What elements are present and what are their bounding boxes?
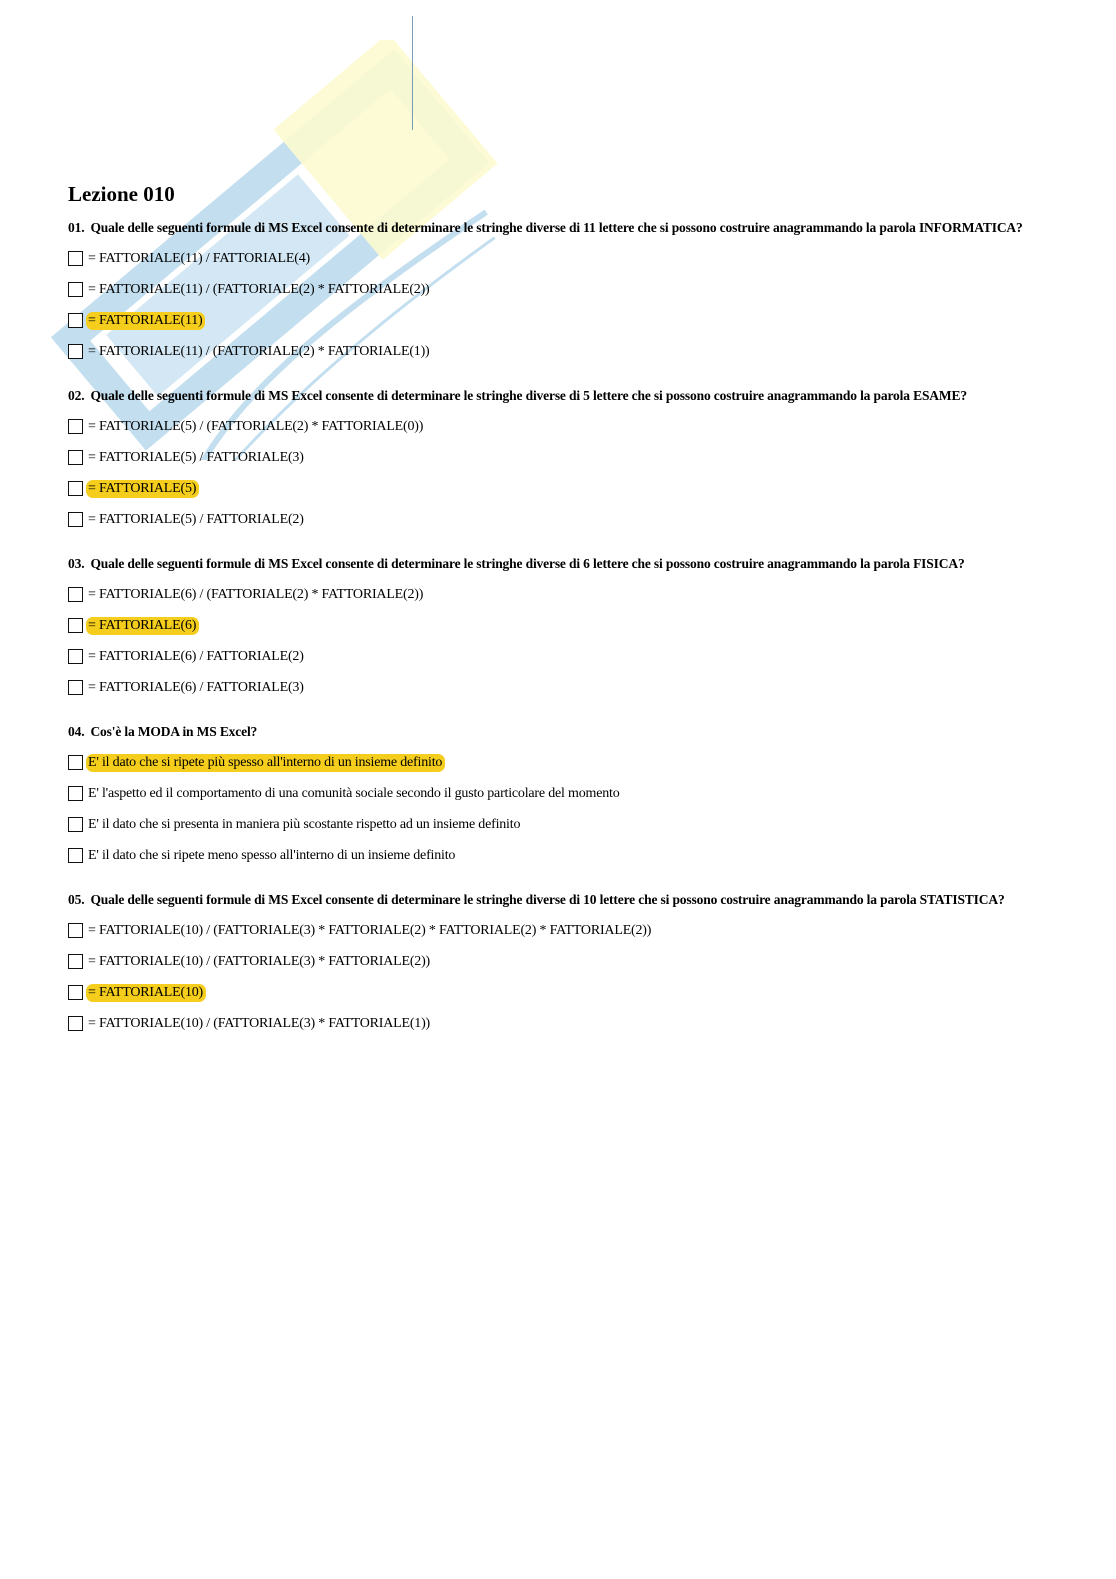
answer-label: = FATTORIALE(5) / FATTORIALE(3): [88, 449, 304, 465]
question-prompt: Cos'è la MODA in MS Excel?: [90, 724, 258, 739]
answer-option[interactable]: [68, 915, 1043, 946]
checkbox[interactable]: [68, 1016, 83, 1031]
question-text: [68, 388, 1043, 403]
top-divider-line: [412, 16, 413, 130]
question-number: 01.: [68, 220, 85, 235]
answer-option[interactable]: [68, 243, 1043, 274]
checkbox[interactable]: [68, 985, 83, 1000]
checkbox[interactable]: [68, 512, 83, 527]
answer-option[interactable]: [68, 778, 1043, 809]
answer-label-highlighted: = FATTORIALE(6): [86, 617, 199, 635]
question-prompt: Quale delle seguenti formule di MS Excel consente di determinare le stringhe diverse di 5 lettere che si possono costruire anagrammando la parola ESAME?: [90, 388, 967, 403]
question-prompt: Quale delle seguenti formule di MS Excel consente di determinare le stringhe diverse di 6 lettere che si possono costruire anagrammando la parola FISICA?: [90, 556, 965, 571]
question-text: [68, 220, 1043, 235]
answer-option-highlighted[interactable]: [68, 473, 1043, 504]
question-02: [68, 388, 1043, 535]
answer-option[interactable]: [68, 809, 1043, 840]
answer-option[interactable]: [68, 411, 1043, 442]
checkbox[interactable]: [68, 848, 83, 863]
answer-label-highlighted: E' il dato che si ripete più spesso all'interno di un insieme definito: [86, 754, 445, 772]
answer-label: = FATTORIALE(11) / FATTORIALE(4): [88, 250, 310, 266]
checkbox[interactable]: [68, 954, 83, 969]
answer-option[interactable]: [68, 442, 1043, 473]
checkbox[interactable]: [68, 923, 83, 938]
checkbox[interactable]: [68, 618, 83, 633]
answer-option-highlighted[interactable]: [68, 977, 1043, 1008]
answer-option-highlighted[interactable]: [68, 747, 1043, 778]
question-prompt: Quale delle seguenti formule di MS Excel consente di determinare le stringhe diverse di 10 lettere che si possono costruire anagrammando la parola STATISTICA?: [90, 892, 1005, 907]
answer-option[interactable]: [68, 274, 1043, 305]
checkbox[interactable]: [68, 817, 83, 832]
answer-option[interactable]: [68, 641, 1043, 672]
answer-option[interactable]: [68, 840, 1043, 871]
answer-label: = FATTORIALE(6) / (FATTORIALE(2) * FATTORIALE(2)): [88, 586, 424, 602]
answer-option-highlighted[interactable]: [68, 305, 1043, 336]
answer-label: = FATTORIALE(11) / (FATTORIALE(2) * FATTORIALE(1)): [88, 343, 430, 359]
checkbox[interactable]: [68, 786, 83, 801]
answer-option[interactable]: [68, 579, 1043, 610]
answer-label: = FATTORIALE(11) / (FATTORIALE(2) * FATTORIALE(2)): [88, 281, 430, 297]
question-number: 03.: [68, 556, 85, 571]
question-text: [68, 556, 1043, 571]
answer-label: = FATTORIALE(5) / (FATTORIALE(2) * FATTORIALE(0)): [88, 418, 424, 434]
checkbox[interactable]: [68, 419, 83, 434]
question-03: [68, 556, 1043, 703]
checkbox[interactable]: [68, 344, 83, 359]
answer-label: = FATTORIALE(10) / (FATTORIALE(3) * FATTORIALE(2) * FATTORIALE(2) * FATTORIALE(2)): [88, 922, 652, 938]
checkbox[interactable]: [68, 649, 83, 664]
answer-label: = FATTORIALE(10) / (FATTORIALE(3) * FATTORIALE(1)): [88, 1015, 431, 1031]
question-05: [68, 892, 1043, 1039]
answer-label-highlighted: = FATTORIALE(5): [86, 480, 199, 498]
question-text: [68, 892, 1043, 907]
answer-option[interactable]: [68, 946, 1043, 977]
lesson-title: Lezione 010: [68, 182, 175, 206]
answer-label: = FATTORIALE(6) / FATTORIALE(2): [88, 648, 304, 664]
answer-option[interactable]: [68, 336, 1043, 367]
question-text: [68, 724, 1043, 739]
question-number: 05.: [68, 892, 85, 907]
question-01: [68, 220, 1043, 367]
checkbox[interactable]: [68, 313, 83, 328]
answer-label: E' il dato che si presenta in maniera più scostante rispetto ad un insieme definito: [88, 816, 521, 832]
answer-label-highlighted: = FATTORIALE(11): [86, 312, 205, 330]
answer-label: E' il dato che si ripete meno spesso all'interno di un insieme definito: [88, 847, 456, 863]
question-number: 02.: [68, 388, 85, 403]
answer-option[interactable]: [68, 672, 1043, 703]
answer-label-highlighted: = FATTORIALE(10): [86, 984, 206, 1002]
answer-label: = FATTORIALE(5) / FATTORIALE(2): [88, 511, 304, 527]
checkbox[interactable]: [68, 587, 83, 602]
answer-label: = FATTORIALE(10) / (FATTORIALE(3) * FATTORIALE(2)): [88, 953, 431, 969]
answer-option[interactable]: [68, 1008, 1043, 1039]
answer-label: E' l'aspetto ed il comportamento di una comunità sociale secondo il gusto particolare del momento: [88, 785, 620, 801]
checkbox[interactable]: [68, 680, 83, 695]
checkbox[interactable]: [68, 282, 83, 297]
answer-label: = FATTORIALE(6) / FATTORIALE(3): [88, 679, 304, 695]
checkbox[interactable]: [68, 481, 83, 496]
question-list: [68, 220, 1043, 1060]
answer-option-highlighted[interactable]: [68, 610, 1043, 641]
question-prompt: Quale delle seguenti formule di MS Excel consente di determinare le stringhe diverse di 11 lettere che si possono costruire anagrammando la parola INFORMATICA?: [90, 220, 1023, 235]
question-04: [68, 724, 1043, 871]
question-number: 04.: [68, 724, 85, 739]
checkbox[interactable]: [68, 755, 83, 770]
answer-option[interactable]: [68, 504, 1043, 535]
checkbox[interactable]: [68, 450, 83, 465]
checkbox[interactable]: [68, 251, 83, 266]
